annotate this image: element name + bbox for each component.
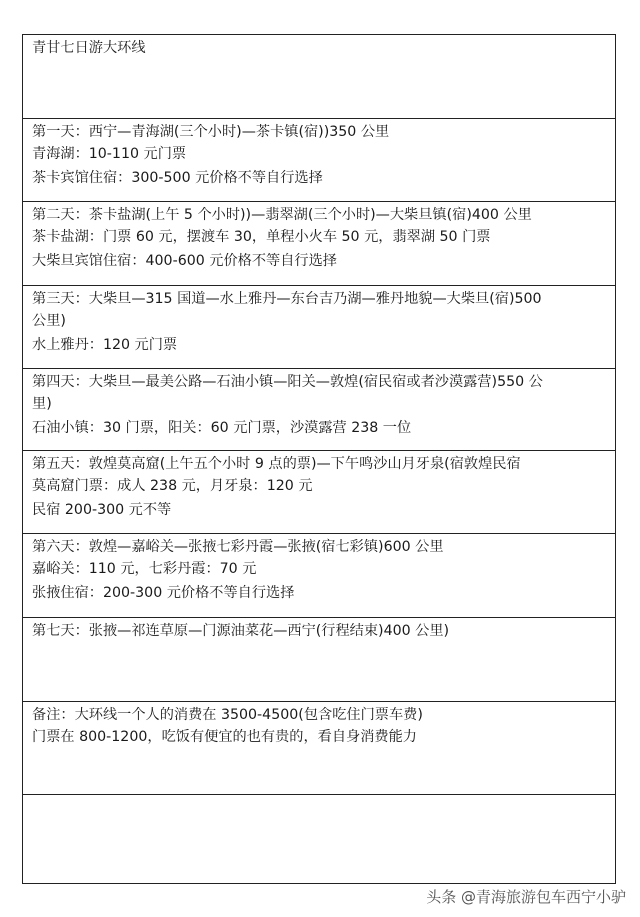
- day-6-line-2: 嘉峪关：110 元，七彩丹霞：70 元: [32, 561, 257, 577]
- title-row: [23, 35, 615, 119]
- day-3-line-3: 水上雅丹：120 元门票: [32, 337, 178, 353]
- day-3-line-1: 第三天：大柴旦—315 国道—水上雅丹—东台吉乃湖—雅丹地貌—大柴旦(宿)500: [32, 291, 542, 307]
- day-5-line-1: 第五天：敦煌莫高窟(上午五个小时 9 点的票)—下午鸣沙山月牙泉(宿敦煌民宿: [32, 456, 521, 472]
- day-3-row: [23, 286, 615, 369]
- day-5-line-3: 民宿 200-300 元不等: [32, 502, 172, 518]
- note-line-1: 备注：大环线一个人的消费在 3500-4500(包含吃住门票车费): [32, 707, 423, 723]
- note-line-2: 门票在 800-1200，吃饭有便宜的也有贵的，看自身消费能力: [32, 729, 417, 745]
- note-row: [23, 702, 615, 795]
- itinerary-table: [22, 34, 616, 884]
- day-4-line-1: 第四天：大柴旦—最美公路—石油小镇—阳关—敦煌(宿民宿或者沙漠露营)550 公: [32, 374, 543, 390]
- day-7-line-1: 第七天：张掖—祁连草原—门源油菜花—西宁(行程结束)400 公里): [32, 623, 450, 639]
- day-2-row: [23, 202, 615, 286]
- day-6-line-3: 张掖住宿：200-300 元价格不等自行选择: [32, 585, 295, 601]
- day-1-line-2: 青海湖：10-110 元门票: [32, 146, 187, 162]
- day-2-line-3: 大柴旦宾馆住宿：400-600 元价格不等自行选择: [32, 253, 337, 269]
- day-6-row: [23, 534, 615, 618]
- day-3-line-2: 公里): [32, 313, 66, 329]
- empty-row: [23, 795, 615, 883]
- day-1-line-3: 茶卡宾馆住宿：300-500 元价格不等自行选择: [32, 170, 323, 186]
- day-4-line-3: 石油小镇：30 门票，阳关：60 元门票，沙漠露营 238 一位: [32, 420, 412, 436]
- day-4-row: [23, 369, 615, 451]
- watermark: 头条 @青海旅游包车西宁小驴: [426, 888, 626, 906]
- day-2-line-2: 茶卡盐湖：门票 60 元，摆渡车 30，单程小火车 50 元，翡翠湖 50 门票: [32, 229, 491, 245]
- day-7-row: [23, 618, 615, 702]
- day-1-row: [23, 119, 615, 202]
- day-5-row: [23, 451, 615, 534]
- itinerary-title: 青甘七日游大环线: [32, 40, 146, 56]
- day-2-line-1: 第二天：茶卡盐湖(上午 5 个小时))—翡翠湖(三个小时)—大柴旦镇(宿)400 公里: [32, 207, 532, 223]
- day-6-line-1: 第六天：敦煌—嘉峪关—张掖七彩丹霞—张掖(宿七彩镇)600 公里: [32, 539, 444, 555]
- day-5-line-2: 莫高窟门票：成人 238 元，月牙泉：120 元: [32, 478, 313, 494]
- day-1-line-1: 第一天：西宁—青海湖(三个小时)—茶卡镇(宿))350 公里: [32, 124, 390, 140]
- day-4-line-2: 里): [32, 396, 52, 412]
